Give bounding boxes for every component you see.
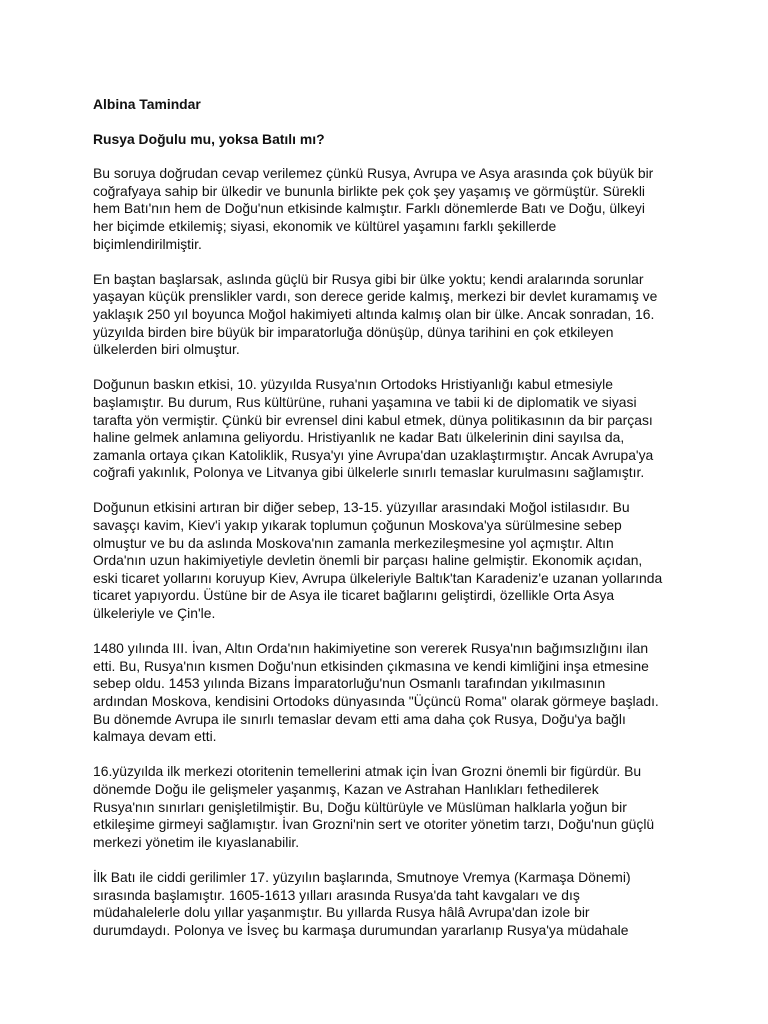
paragraph-line: Bu soruya doğrudan cevap verilemez çünkü Rusya, Avrupa ve Asya arasında çok büyük bir <box>93 165 654 182</box>
paragraph-line: sırasında başlamıştır. 1605-1613 yılları arasında Rusya'da taht kavgaları ve dış <box>93 886 580 903</box>
paragraph-line: 1480 yılında III. İvan, Altın Orda'nın hakimiyetine son vererek Rusya'nın bağımsızlığını ilan <box>93 640 649 657</box>
body-paragraph <box>93 376 683 482</box>
paragraph-line: hem Batı'nın hem de Doğu'nun etkisinde kalmıştır. Farklı dönemlerde Batı ve Doğu, ülkeyi <box>93 200 645 217</box>
paragraph-line: eski ticaret yollarını koruyup Kiev, Avrupa ülkeleriyle Baltık'tan Karadeniz'e uzanan yollarında <box>93 569 663 586</box>
body-paragraph <box>93 763 683 851</box>
paragraph-line: En baştan başlarsak, aslında güçlü bir Rusya gibi bir ülke yoktu; kendi aralarında sorunlar <box>93 270 644 287</box>
body-paragraph <box>93 499 683 622</box>
paragraph-line: olmuştur ve bu da aslında Moskova'nın zamanla merkezileşmesine yol açmıştır. Altın <box>93 534 614 551</box>
paragraph-line: ülkelerden biri olmuştur. <box>93 341 240 358</box>
paragraph-line: Doğunun baskın etkisi, 10. yüzyılda Rusya'nın Ortodoks Hristiyanlığı kabul etmesiyle <box>93 376 613 393</box>
paragraph-line: sebep oldu. 1453 yılında Bizans İmparatorluğu'nun Osmanlı tarafından yıkılmasının <box>93 675 606 692</box>
document-title: Rusya Doğulu mu, yoksa Batılı mı? <box>93 130 325 147</box>
paragraph-line: merkezi yönetim ile kıyaslanabilir. <box>93 833 300 850</box>
paragraph-line: zamanla ortaya çıkan Katoliklik, Rusya'yı yine Avrupa'dan uzaklaştırmıştır. Ancak Avrupa'ya <box>93 446 654 463</box>
author-name: Albina Tamindar <box>93 96 201 112</box>
document-page <box>93 96 683 957</box>
paragraph-line: müdahalelerle dolu yıllar yaşanmıştır. Bu yıllarda Rusya hâlâ Avrupa'dan izole bir <box>93 904 590 921</box>
paragraph-line: dönemde Doğu ile gelişmeler yaşanmış, Kazan ve Astrahan Hanlıkları fethedilerek <box>93 780 599 797</box>
paragraph-line: Orda'nın uzun hakimiyetiyle devletin önemli bir parçası haline gelmiştir. Ekonomik açıdan, <box>93 552 643 569</box>
paragraph-line: Rusya'nın sınırları genişletilmiştir. Bu, Doğu kültürüyle ve Müslüman halklarla yoğun bir <box>93 798 627 815</box>
paragraph-line: etkileşime girmeyi sağlamıştır. İvan Grozni'nin sert ve otoriter yönetim tarzı, Doğu'nun güçlü <box>93 816 655 833</box>
paragraph-line: her biçimde etkilemiş; siyasi, ekonomik ve kültürel yaşamını farklı şekillerde <box>93 217 557 234</box>
paragraph-line: yaklaşık 250 yıl boyunca Moğol hakimiyeti altında kalmış olan bir ülke. Ancak sonradan, 16. <box>93 305 655 322</box>
paragraph-line: durumdaydı. Polonya ve İsveç bu karmaşa durumundan yararlanıp Rusya'ya müdahale <box>93 921 629 938</box>
paragraph-line: savaşçı kavim, Kiev'i yakıp yıkarak toplumun çoğunun Moskova'ya sürülmesine sebep <box>93 517 622 534</box>
paragraph-line: yüzyılda birden bire büyük bir imparatorluğa dönüşüp, dünya tarihini en çok etkileyen <box>93 323 614 340</box>
paragraph-line: 16.yüzyılda ilk merkezi otoritenin temellerini atmak için İvan Grozni önemli bir figürdür. Bu <box>93 763 642 780</box>
paragraph-line: başlamıştır. Bu durum, Rus kültürüne, ruhani yaşamına ve tabii ki de diplomatik ve siyasi <box>93 393 637 410</box>
paragraph-line: yaşayan küçük prenslikler vardı, son derece geride kalmış, merkezi bir devlet kuramamış ve <box>93 288 658 305</box>
paragraph-line: İlk Batı ile ciddi gerilimler 17. yüzyılın başlarında, Smutnoye Vremya (Karmaşa Dönemi) <box>93 868 631 885</box>
body-paragraph <box>93 640 683 746</box>
paragraph-line: coğrafi yakınlık, Polonya ve Litvanya gibi ülkelerle sınırlı temaslar kurulmasını sağlamıştır. <box>93 464 645 481</box>
paragraph-line: Bu dönemde Avrupa ile sınırlı temaslar devam etti ama daha çok Rusya, Doğu'ya bağlı <box>93 710 626 727</box>
paragraph-line: coğrafyaya sahip bir ülkedir ve bununla birlikte pek çok şey yaşamış ve görmüştür. Sürekli <box>93 182 646 199</box>
paragraph-line: biçimlendirilmiştir. <box>93 235 202 252</box>
body-paragraph <box>93 869 683 939</box>
paragraph-line: haline gelmek anlamına geliyordu. Hristiyanlık ne kadar Batı ülkelerinin dini sayılsa da, <box>93 429 625 446</box>
paragraph-line: ülkeleriyle ve Çin'le. <box>93 605 216 622</box>
paragraph-line: Doğunun etkisini artıran bir diğer sebep, 13-15. yüzyıllar arasındaki Moğol istilasıdır. Bu <box>93 499 630 516</box>
paragraph-line: kalmaya devam etti. <box>93 728 217 745</box>
paragraph-line: etti. Bu, Rusya'nın kısmen Doğu'nun etkisinden çıkmasına ve kendi kimliğini inşa etmesine <box>93 657 649 674</box>
body-paragraph <box>93 271 683 359</box>
body-paragraph <box>93 165 683 253</box>
document-body <box>93 165 683 939</box>
paragraph-line: ardından Moskova, kendisini Ortodoks dünyasında "Üçüncü Roma" olarak görmeye başladı. <box>93 693 659 709</box>
paragraph-line: ticaret yapıyordu. Üstüne bir de Asya ile ticaret bağlarını geliştirdi, özellikle Orta Asya <box>93 587 615 604</box>
paragraph-line: tarafta yön vermiştir. Çünkü bir evrensel dini kabul etmek, dünya politikasının da bir parçası <box>93 411 653 428</box>
